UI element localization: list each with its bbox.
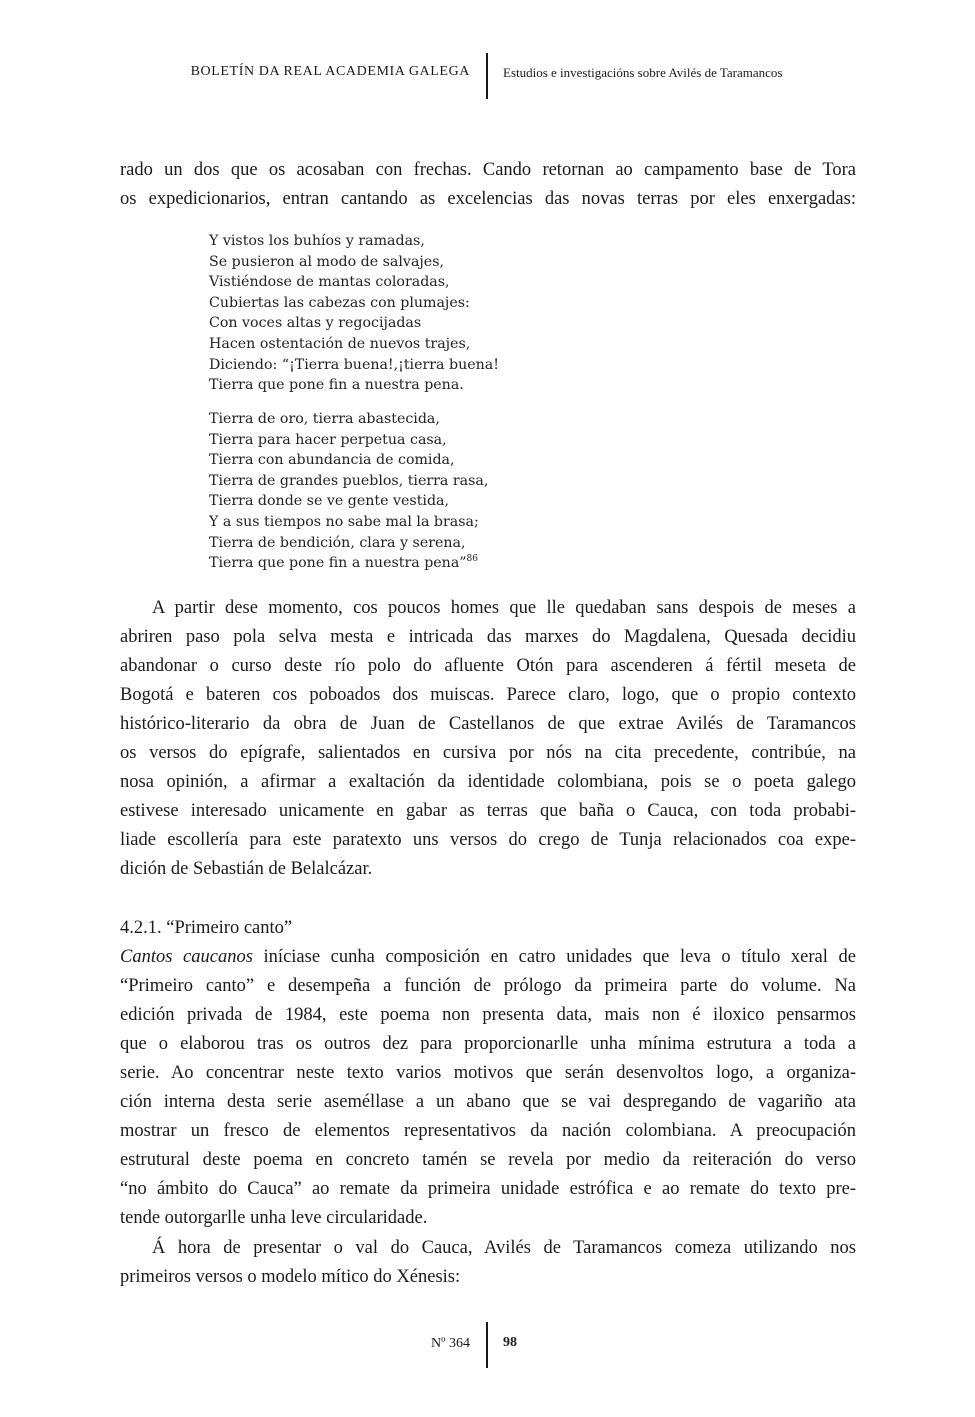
text-line: A partir dese momento, cos poucos homes que lle quedaban sans despois de meses a (152, 598, 856, 618)
verse-line: Tierra de grandes pueblos, tierra rasa, (209, 472, 489, 489)
paragraph-continued (120, 156, 856, 214)
text-line: mostrar un fresco de elementos representativos da nación colombiana. A preocupación (120, 1121, 856, 1141)
text-line: serie. Ao concentrar neste texto varios motivos que serán desenvoltos logo, a organiza- (120, 1063, 856, 1083)
paragraph (120, 594, 856, 884)
text-line: que o elaborou tras os outros dez para proporcionarlle unha mínima estrutura a toda a (120, 1034, 856, 1054)
book-title-italic: Cantos caucanos (120, 947, 253, 967)
text-line: estivese interesado unicamente en gabar as terras que baña o Cauca, con toda probabi- (120, 801, 856, 821)
section-title: Estudios e investigacións sobre Avilés de Taramancos (503, 65, 783, 80)
verse-stanza-2 (209, 409, 488, 574)
verse-stanza-1 (209, 231, 499, 396)
running-header (0, 52, 975, 100)
text-line: “Primeiro canto” e desempeña a función de prólogo da primeira parte do volume. Na (120, 976, 856, 996)
verse-line: Vistiéndose de mantas coloradas, (209, 274, 450, 291)
running-footer (0, 1320, 975, 1370)
footnote-reference[interactable]: 86 (466, 554, 478, 565)
paragraph (120, 943, 856, 1233)
text-line: primeiros versos o modelo mítico do Xénesis: (120, 1267, 461, 1287)
text-line: “no ámbito do Cauca” ao remate da primeira unidade estrófica e ao remate do texto pre- (120, 1179, 856, 1199)
verse-line: Cubiertas las cabezas con plumajes: (209, 294, 470, 311)
section-heading: 4.2.1. “Primeiro canto” (120, 918, 293, 938)
text-line: nosa opinión, a afirmar a exaltación da identidade colombiana, pois se o poeta galego (120, 772, 856, 792)
text-line: tende outorgarlle unha leve circularidade. (120, 1208, 428, 1228)
text-line: os expedicionarios, entran cantando as excelencias das novas terras por eles enxergadas: (120, 189, 856, 209)
text-line: Bogotá e bateren cos poboados dos muiscas. Parece claro, logo, que o propio contexto (120, 685, 856, 705)
verse-line-last (209, 553, 488, 574)
verse-line: Tierra de oro, tierra abastecida, (209, 411, 440, 427)
text-line: edición privada de 1984, este poema non presenta data, mais non é iloxico pensarmos (120, 1005, 856, 1025)
verse-line: Se pusieron al modo de salvajes, (209, 253, 444, 270)
footer-divider (486, 1322, 488, 1368)
text-line: histórico-literario da obra de Juan de Castellanos de que extrae Avilés de Taramancos (120, 714, 856, 734)
text-line: liade escollería para este paratexto uns versos do crego de Tunja relacionados coa expe- (120, 830, 856, 850)
paragraph (120, 1234, 856, 1292)
text-line: abriren paso pola selva mesta e intricada das marxes do Magdalena, Quesada decidiu (120, 627, 856, 647)
text-line: abandonar o curso deste río polo do afluente Otón para ascenderen á fértil meseta de (120, 656, 856, 676)
verse-line: Tierra donde se ve gente vestida, (209, 493, 449, 510)
journal-title: BOLETÍN DA REAL ACADEMIA GALEGA (190, 64, 470, 79)
verse-line: Tierra con abundancia de comida, (209, 452, 455, 469)
verse-line: Y vistos los buhíos y ramadas, (209, 233, 425, 249)
text-line-first (120, 943, 856, 972)
text-line: rado un dos que os acosaban con frechas. Cando retornan ao campamento base de Tora (120, 160, 856, 180)
verse-line: Tierra para hacer perpetua casa, (209, 431, 447, 448)
verse-line: Tierra de bendición, clara y serena, (209, 534, 466, 551)
verse-line: Con voces altas y regocijadas (209, 315, 422, 332)
text-line-rest: iníciase cunha composición en catro unidades que leva o título xeral de (252, 947, 856, 967)
verse-line: Diciendo: “¡Tierra buena!,¡tierra buena! (209, 356, 499, 373)
text-line: ción interna desta serie aseméllase a un abano que se vai despregando de vagariño ata (120, 1092, 856, 1112)
verse-line: Tierra que pone fin a nuestra pena. (209, 377, 464, 394)
verse-line-text: Tierra que pone fin a nuestra pena” (209, 555, 467, 572)
verse-line: Hacen ostentación de nuevos trajes, (209, 335, 471, 352)
text-line: os versos do epígrafe, salientados en cursiva por nós na cita precedente, contribúe, na (120, 743, 856, 763)
header-divider (486, 53, 488, 99)
text-line: dición de Sebastián de Belalcázar. (120, 859, 373, 879)
issue-number: Nº 364 (431, 1336, 470, 1351)
text-line: estrutural deste poema en concreto tamén se revela por medio da reiteración do verso (120, 1150, 856, 1170)
page-number: 98 (503, 1335, 517, 1350)
verse-line: Y a sus tiempos no sabe mal la brasa; (209, 513, 479, 530)
text-line: Á hora de presentar o val do Cauca, Avilés de Taramancos comeza utilizando nos (152, 1238, 856, 1258)
